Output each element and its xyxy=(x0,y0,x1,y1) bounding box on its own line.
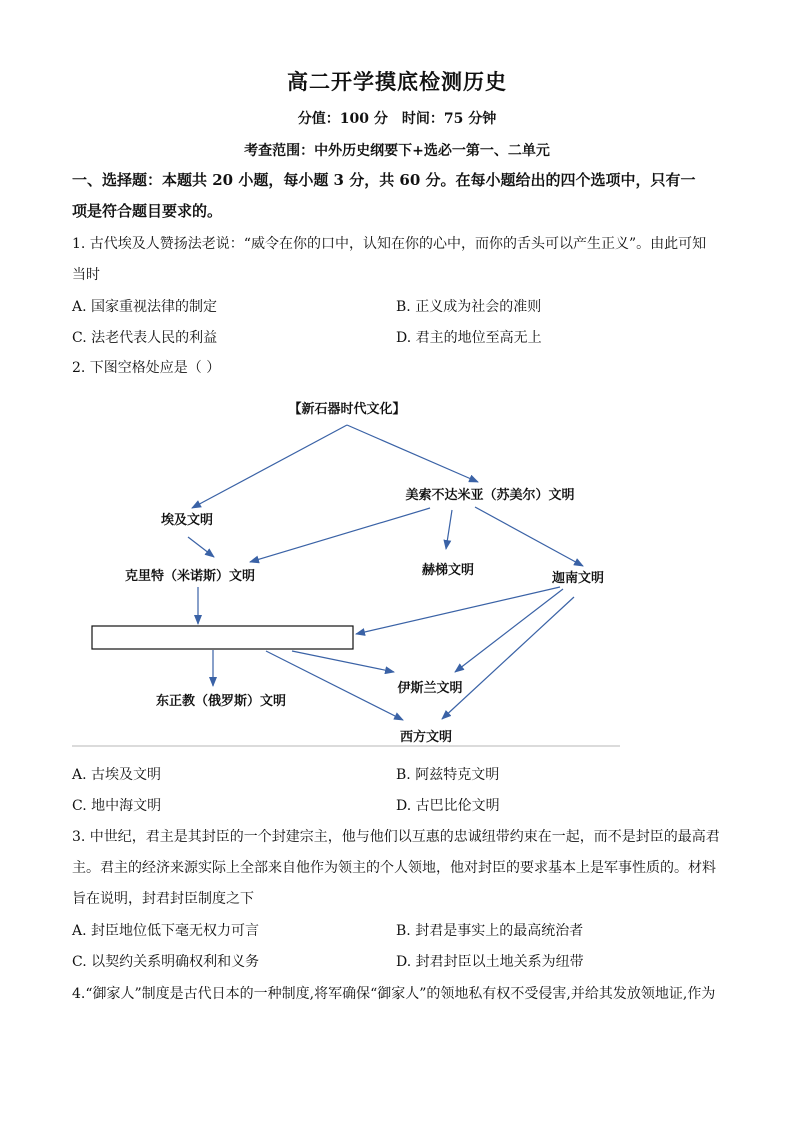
exam-title: 高二开学摸底检测历史 xyxy=(287,69,507,94)
q1-option-d[interactable]: D. 君主的地位至高无上 xyxy=(396,330,542,346)
q3-stem-line3: 旨在说明，封君封臣制度之下 xyxy=(72,891,254,907)
arrow-canaan-to-blank xyxy=(356,587,560,634)
q2-option-b[interactable]: B. 阿兹特克文明 xyxy=(396,767,500,783)
q3-stem-line2: 主。君主的经济来源实际上全部来自他作为领主的个人领地，他对封臣的要求基本上是军事性质的。材料 xyxy=(72,860,716,876)
arrow-top-to-egypt xyxy=(192,425,347,508)
q1-option-b[interactable]: B. 正义成为社会的准则 xyxy=(396,299,542,315)
node-egypt: 埃及文明 xyxy=(160,513,214,528)
node-hittite: 赫梯文明 xyxy=(421,563,475,578)
node-mesopotamia: 美索不达米亚（苏美尔）文明 xyxy=(405,488,575,503)
arrow-meso-to-canaan xyxy=(475,507,583,566)
q3-option-a[interactable]: A. 封臣地位低下毫无权力可言 xyxy=(72,923,260,939)
q2-stem: 2. 下图空格处应是（ ） xyxy=(72,360,221,376)
q1-stem-line2: 当时 xyxy=(72,267,100,283)
q1-option-a[interactable]: A. 国家重视法律的制定 xyxy=(72,299,218,315)
node-west: 西方文明 xyxy=(399,730,453,745)
exam-scope: 考查范围：中外历史纲要下+选必一第一、二单元 xyxy=(244,143,550,159)
q2-option-d[interactable]: D. 古巴比伦文明 xyxy=(396,798,500,814)
answer-blank-box xyxy=(92,626,353,649)
q1-stem-line1: 1. 古代埃及人赞扬法老说：“威令在你的口中，认知在你的心中，而你的舌头可以产生正义”。由此可知 xyxy=(72,236,707,252)
node-orthodox: 东正教（俄罗斯）文明 xyxy=(155,694,287,709)
arrow-meso-to-hittite xyxy=(446,510,452,549)
arrow-canaan-to-islam xyxy=(455,589,563,672)
q3-stem-line1: 3. 中世纪，君主是其封臣的一个封建宗主，他与他们以互惠的忠诚纽带约束在一起，而不是封臣的最高君 xyxy=(72,829,720,845)
node-crete: 克里特（米诺斯）文明 xyxy=(124,569,256,584)
q4-stem-line1: 4.“御家人”制度是古代日本的一种制度,将军确保“御家人”的领地私有权不受侵害,并给其发放领地证,作为 xyxy=(72,986,716,1002)
q3-option-d[interactable]: D. 封君封臣以土地关系为纽带 xyxy=(396,954,584,970)
arrow-egypt-to-crete xyxy=(188,537,214,557)
arrow-canaan-to-west xyxy=(442,597,574,719)
node-canaan: 迦南文明 xyxy=(551,571,605,586)
arrow-blank-to-west xyxy=(266,651,403,720)
q2-option-a[interactable]: A. 古埃及文明 xyxy=(72,767,162,783)
node-neolithic: 【新石器时代文化】 xyxy=(288,402,406,417)
node-islam: 伊斯兰文明 xyxy=(397,681,463,696)
arrow-meso-to-crete xyxy=(250,508,430,562)
section-instruction-line2: 项是符合题目要求的。 xyxy=(72,202,223,220)
q1-option-c[interactable]: C. 法老代表人民的利益 xyxy=(72,330,218,346)
arrow-blank-to-islam xyxy=(292,651,394,672)
exam-meta: 分值：100 分 时间：75 分钟 xyxy=(297,111,497,127)
q3-option-c[interactable]: C. 以契约关系明确权利和义务 xyxy=(72,954,260,970)
arrow-top-to-meso xyxy=(347,425,478,482)
section-instruction-line1: 一、选择题：本题共 20 小题，每小题 3 分，共 60 分。在每小题给出的四个选项中，只有一 xyxy=(72,171,696,189)
q2-option-c[interactable]: C. 地中海文明 xyxy=(72,798,162,814)
q3-option-b[interactable]: B. 封君是事实上的最高统治者 xyxy=(396,923,584,939)
